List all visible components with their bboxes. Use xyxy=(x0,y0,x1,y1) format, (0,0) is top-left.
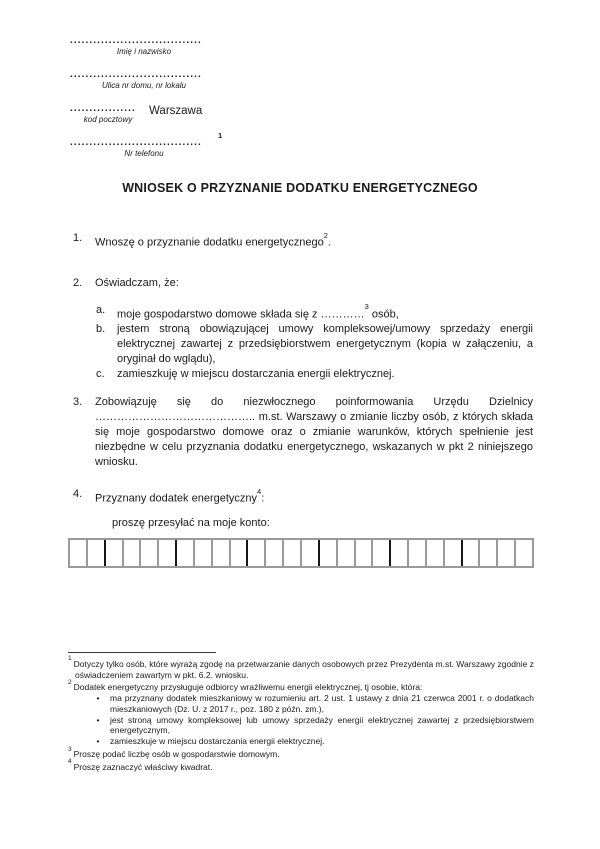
sub-item-b xyxy=(96,322,533,367)
account-digit-cell xyxy=(338,540,356,566)
account-digit-cell xyxy=(124,540,142,566)
item-text: Przyznany dodatek energetyczny xyxy=(95,492,258,505)
account-digit-cell xyxy=(248,540,266,566)
footnote-text: Dodatek energetyczny przysługuje odbiorcy wrażliwemu energii elektrycznej, tj osobie, która: xyxy=(73,682,423,693)
footnote-ref-3: 3 xyxy=(364,302,369,312)
dotted-fill-line: .................................. xyxy=(70,35,202,46)
sub-item-a xyxy=(96,302,533,323)
list-item-1 xyxy=(73,230,533,251)
item-letter: c. xyxy=(96,368,105,381)
account-digit-cell xyxy=(177,540,195,566)
footnote-4 xyxy=(68,760,534,773)
account-number-grid xyxy=(68,538,534,568)
account-digit-cell xyxy=(195,540,213,566)
bullet-text: ma przyznany dodatek mieszkaniowy w rozumieniu art. 2 ust. 1 ustawy z dnia 21 czerwca 2001 r. o dodatkach mieszkaniowych (Dz. U. z 2017 r., poz. 180 z późn. zm.), xyxy=(110,693,534,714)
footnote-3 xyxy=(68,747,534,760)
item-text: Wnoszę o przyznanie dodatku energetycznego xyxy=(95,236,324,249)
item-text: Zobowiązuję się do niezwłocznego poinformowania Urzędu Dzielnicy …………………………………….. m.st. Warszawy o zmianie liczby osób, z których składa się moje gospodarstwo domowe oraz o zmianie warunków, których spełnienie jest niezbędne w celu przyznania dodatku energetycznego, wskazanych w pkt 2 niniejszego wniosku. xyxy=(95,396,533,469)
footnote-marker: 3 xyxy=(68,745,72,753)
list-item-3 xyxy=(73,395,533,470)
bullet-icon: • xyxy=(96,714,100,725)
item-text: jestem stroną obowiązującej umowy kompleksowej/umowy sprzedaży energii elektrycznej zawartej z przedsiębiorstwem energetycznym (kopia w załączeniu, a oryginał do wglądu), xyxy=(117,323,533,366)
field-label: Ulica nr domu, nr lokalu xyxy=(101,81,187,90)
item-text-after: : xyxy=(261,492,265,505)
account-digit-cell xyxy=(480,540,498,566)
dotted-fill-line: ................. xyxy=(70,103,136,114)
footnote-ref-1: 1 xyxy=(218,131,223,140)
footnote-bullet xyxy=(86,715,534,737)
account-digit-cell xyxy=(159,540,177,566)
field-label: Nr telefonu xyxy=(124,149,164,158)
account-digit-cell xyxy=(427,540,445,566)
item-number: 4. xyxy=(73,488,83,501)
account-digit-cell xyxy=(373,540,391,566)
account-digit-cell xyxy=(409,540,427,566)
account-digit-cell xyxy=(391,540,409,566)
applicant-header-block xyxy=(70,33,600,158)
account-digit-cell xyxy=(463,540,481,566)
footnote-ref-4: 4 xyxy=(257,486,262,496)
footnote-1 xyxy=(68,657,534,680)
item-number: 1. xyxy=(73,232,83,244)
account-digit-cell xyxy=(284,540,302,566)
field-label: kod pocztowy xyxy=(83,115,133,124)
bank-transfer-line: proszę przesyłać na moje konto: xyxy=(112,516,270,529)
bullet-text: jest stroną umowy kompleksowej lub umowy sprzedaży energii elektrycznej zawartej z przedsiębiorstwem energetycznym, xyxy=(110,714,534,736)
account-digit-cell xyxy=(231,540,249,566)
footnote-bullet xyxy=(86,693,534,715)
item-text-after: . xyxy=(327,236,331,249)
account-digit-cell xyxy=(356,540,374,566)
account-digit-cell xyxy=(516,540,532,566)
account-digit-cell xyxy=(141,540,159,566)
footnote-ref-2: 2 xyxy=(323,230,328,240)
account-digit-cell xyxy=(445,540,463,566)
item-text-after: osób, xyxy=(368,308,399,321)
footnote-2-bullets xyxy=(68,693,534,747)
account-digit-cell xyxy=(70,540,88,566)
bullet-icon: • xyxy=(96,693,100,704)
footnote-2 xyxy=(68,680,534,693)
bullet-icon: • xyxy=(96,736,100,747)
name-field xyxy=(70,33,600,56)
item-text: moje gospodarstwo domowe składa się z ………… xyxy=(117,308,365,321)
item-text: zamieszkuję w miejscu dostarczania energii elektrycznej. xyxy=(117,368,395,381)
address-field xyxy=(70,67,600,90)
field-label: Imię i nazwisko xyxy=(116,47,172,56)
item-letter: a. xyxy=(96,303,106,316)
dotted-fill-line: .................................. xyxy=(70,137,202,149)
item-number: 2. xyxy=(73,276,83,289)
footnotes-block xyxy=(68,652,534,772)
bullet-text: zamieszkuje w miejscu dostarczania energii elektrycznej. xyxy=(110,736,325,747)
account-digit-cell xyxy=(498,540,516,566)
item-number: 3. xyxy=(73,396,83,409)
sub-item-c xyxy=(96,367,533,382)
account-digit-cell xyxy=(106,540,124,566)
item-letter: b. xyxy=(96,323,106,336)
list-item-4 xyxy=(73,486,533,507)
dotted-fill-line: .................................. xyxy=(70,69,202,80)
footnote-separator xyxy=(68,652,216,653)
footnote-bullet xyxy=(86,736,534,747)
footnote-text: Proszę zaznaczyć właściwy kwadrat. xyxy=(73,761,213,772)
declaration-sublist xyxy=(0,303,600,383)
city-name: Warszawa xyxy=(149,105,203,117)
account-digit-cell xyxy=(266,540,284,566)
list-item-2 xyxy=(73,276,533,291)
postal-code-field xyxy=(70,101,600,124)
account-digit-cell xyxy=(320,540,338,566)
item-text: Oświadczam, że: xyxy=(95,276,179,289)
footnote-text: Proszę podać liczbę osób w gospodarstwie domowym. xyxy=(73,748,280,759)
footnote-marker: 4 xyxy=(68,758,72,766)
form-title: WNIOSEK O PRZYZNANIE DODATKU ENERGETYCZNEGO xyxy=(122,181,478,195)
account-digit-cell xyxy=(88,540,106,566)
account-digit-cell xyxy=(213,540,231,566)
footnote-marker: 1 xyxy=(68,655,72,663)
footnote-marker: 2 xyxy=(68,678,72,686)
account-digit-cell xyxy=(302,540,320,566)
phone-field xyxy=(70,131,600,158)
footnote-text: Dotyczy tylko osób, które wyrażą zgodę na przetwarzanie danych osobowych przez Prezydenta m.st. Warszawy zgodnie z oświadczeniem zawartym w pkt. 6.2. wniosku. xyxy=(73,658,534,680)
